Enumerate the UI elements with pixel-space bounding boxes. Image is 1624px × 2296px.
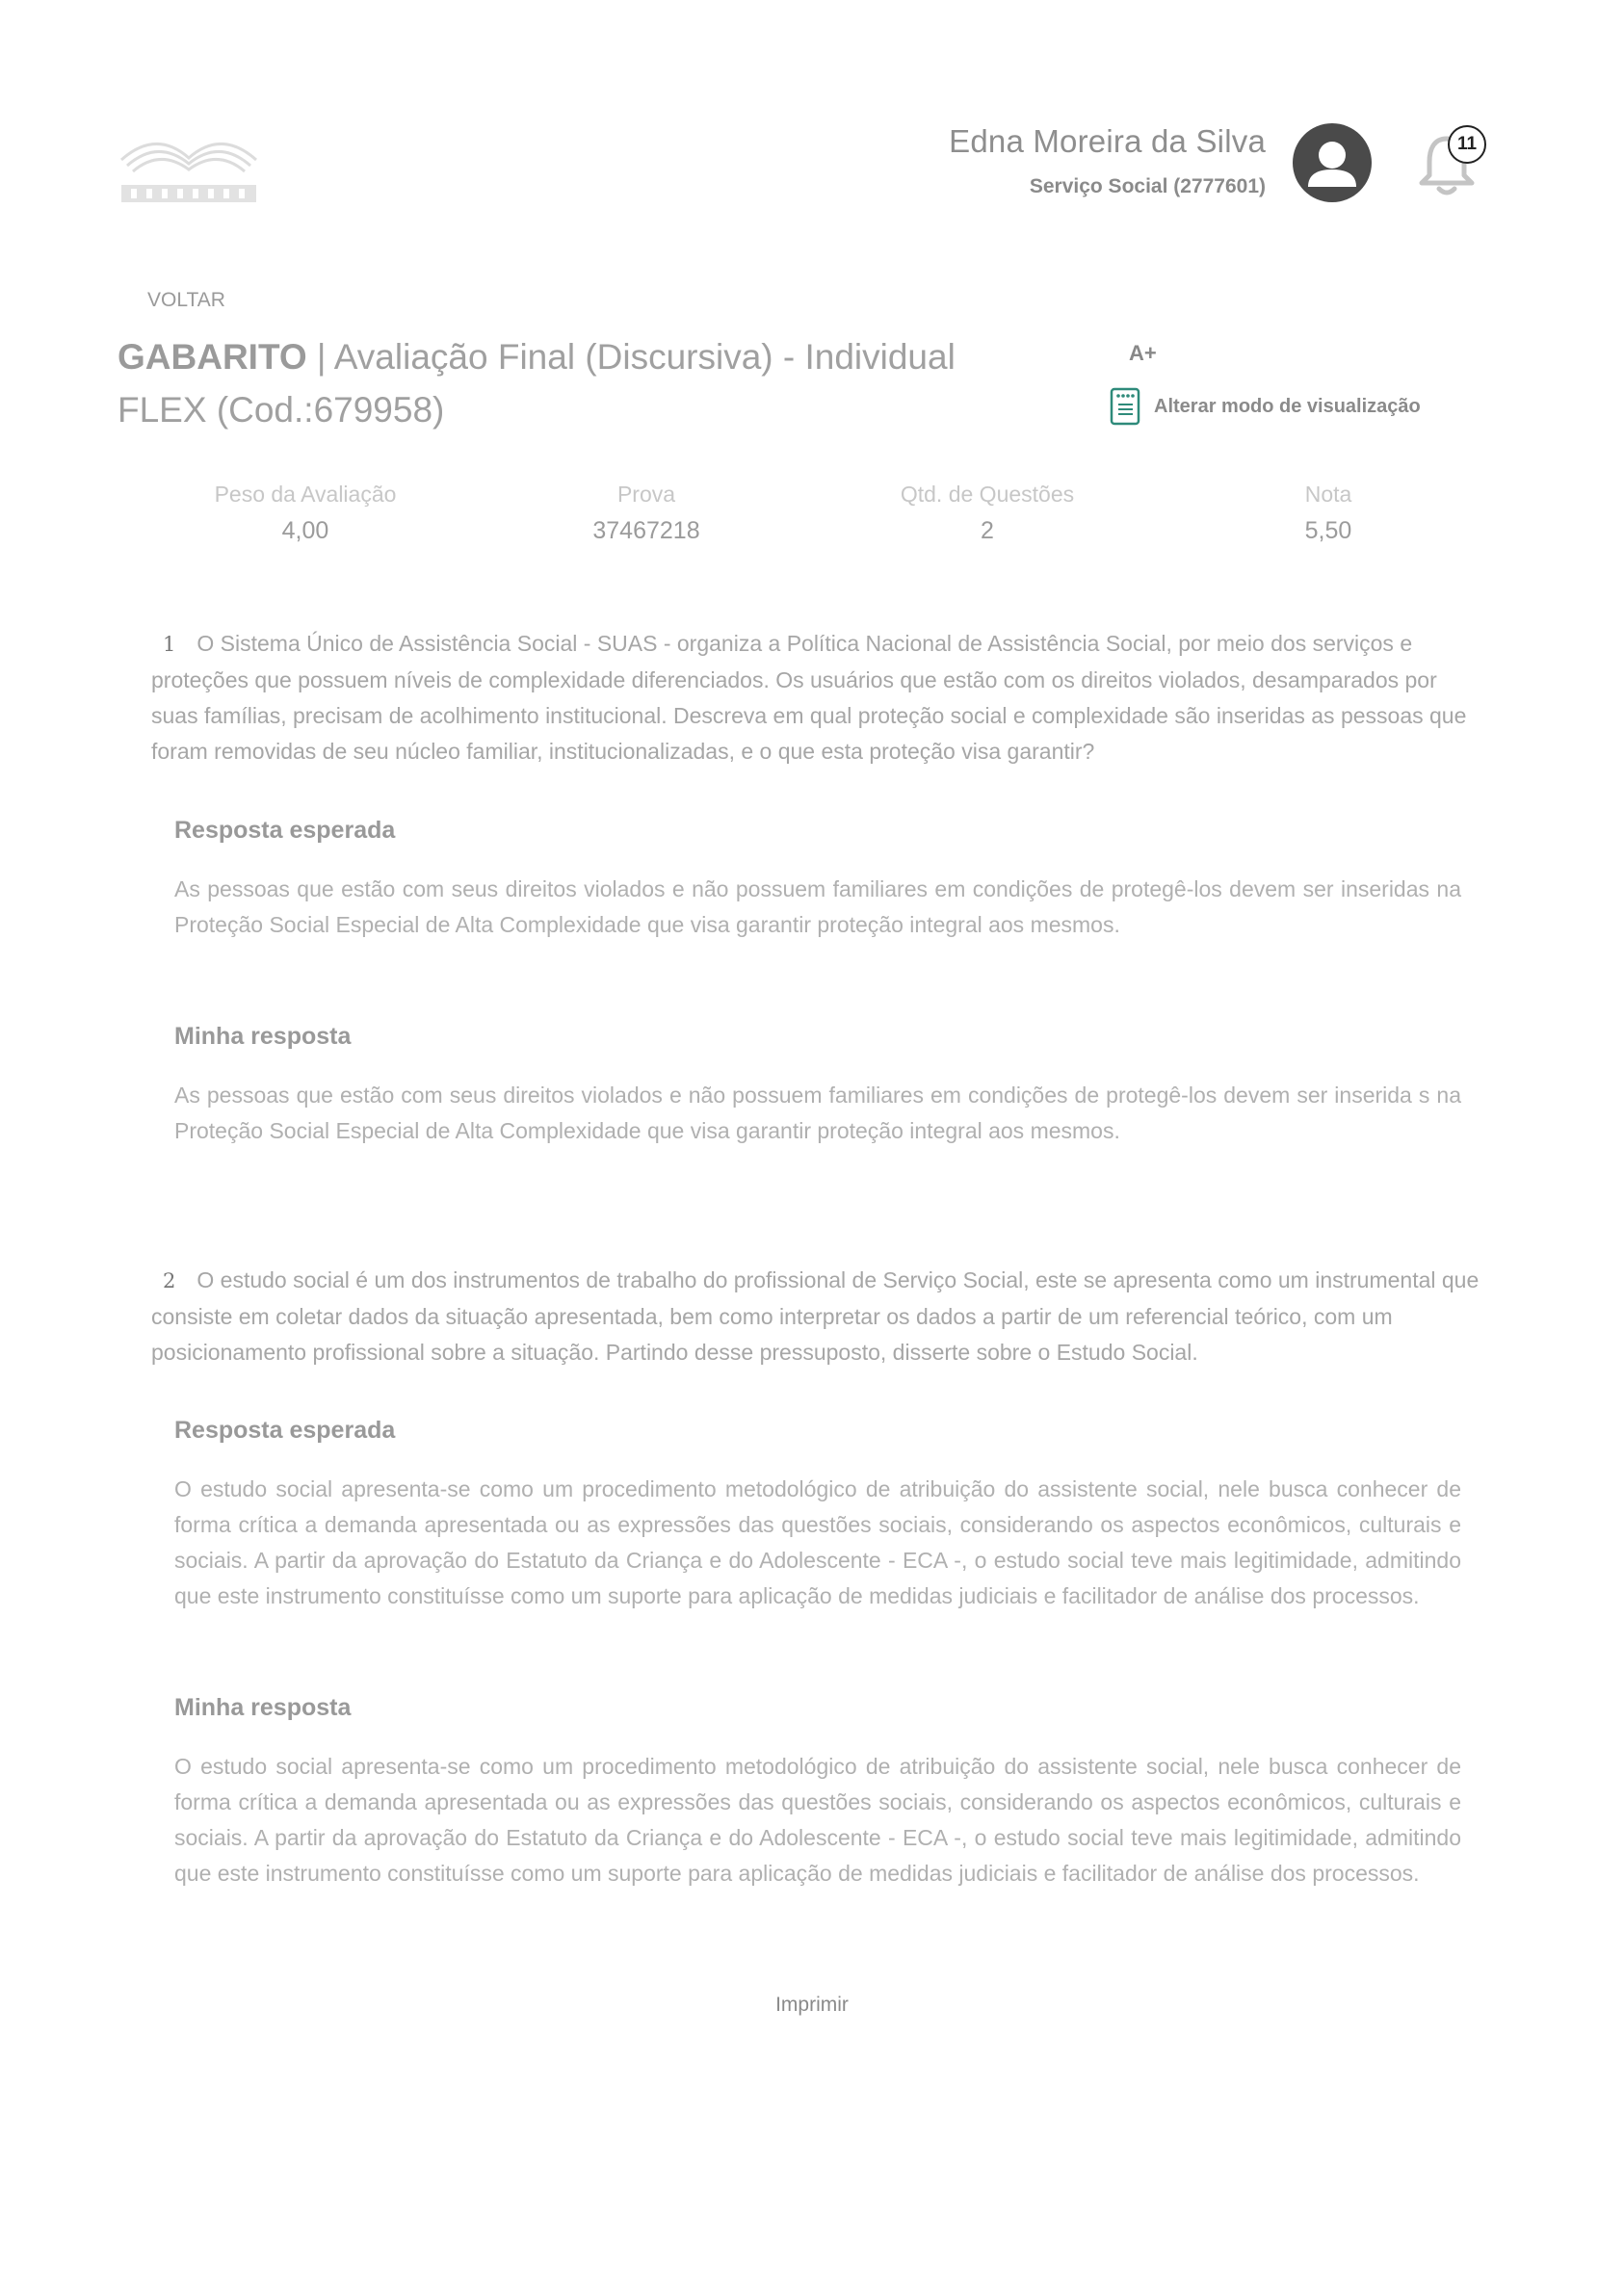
stat-label: Qtd. de Questões [900,482,1075,507]
my-answer-title: Minha resposta [174,1694,352,1721]
stat-value: 4,00 [281,517,329,544]
stat-label: Nota [1304,482,1352,507]
stat-label: Peso da Avaliação [214,482,397,507]
expected-answer-title: Resposta esperada [174,817,396,844]
institution-logo [118,121,260,208]
my-answer-title: Minha resposta [174,1023,352,1050]
user-info [949,123,1266,198]
my-answer: As pessoas que estão com seus direitos violados e não possuem familiares em condições de protegê-los devem ser inserida s na Proteção Social Especial de Alta Complexidade que visa garantir proteção integral aos mesmos. [174,1083,1461,1143]
stat-question-count [843,482,1132,545]
title-prefix: GABARITO [118,337,307,377]
print-footer [0,1994,1624,2017]
document-icon [1110,387,1140,426]
question-2 [151,1263,1480,1370]
expected-answer-title: Resposta esperada [174,1417,396,1444]
question-1 [151,626,1480,770]
question-text: O estudo social é um dos instrumentos de trabalho do profissional de Serviço Social, este se apresenta como um instrumental que consiste em coletar dados da situação apresentada, bem como interpretar os dados a partir de um referencial teórico, com um posicionamento profissional sobre a situação. Partindo desse pressuposto, disserte sobre o Estudo Social. [151,1267,1480,1365]
user-course: Serviço Social (2777601) [1029,175,1266,197]
page-title [118,330,984,436]
increase-font-button[interactable]: A+ [1129,341,1157,365]
stat-label: Prova [616,482,676,507]
stat-value: 37467218 [592,517,700,544]
title-separator: | [306,337,334,377]
view-mode-button[interactable] [1110,387,1421,426]
stat-exam [502,482,791,545]
avatar[interactable] [1293,123,1372,202]
back-link[interactable]: VOLTAR [147,289,225,311]
title-text: Avaliação Final (Discursiva) - Individual FLEX (Cod.:679958) [118,337,956,430]
stat-grade [1184,482,1473,545]
view-mode-label: Alterar modo de visualização [1154,395,1421,417]
stat-value: 2 [981,517,994,544]
expected-answer: As pessoas que estão com seus direitos violados e não possuem familiares em condições de protegê-los devem ser inseridas na Proteção Social Especial de Alta Complexidade que visa garantir proteção integral aos mesmos. [174,876,1461,937]
print-button[interactable]: Imprimir [775,1994,849,2016]
question-number: 1 [163,633,176,656]
stat-value: 5,50 [1304,517,1352,544]
question-number: 2 [163,1269,176,1292]
notification-badge: 11 [1448,125,1486,164]
expected-answer: O estudo social apresenta-se como um procedimento metodológico de atribuição do assistente social, nele busca conhecer de forma crítica a demanda apresentada ou as expressões das questões sociais, considerando os aspectos econômicos, culturais e sociais. A partir da aprovação do Estatuto da Criança e do Adolescente - ECA -, o estudo social teve mais legitimidade, admitindo que este instrumento constituísse como um suporte para aplicação de medidas judiciais e facilitador de análise dos processos. [174,1476,1461,1608]
stat-weight [161,482,450,545]
question-text: O Sistema Único de Assistência Social - SUAS - organiza a Política Nacional de Assistência Social, por meio dos serviços e proteções que possuem níveis de complexidade diferenciados. Os usuários que estão com os direitos violados, desamparados por suas famílias, precisam de acolhimento institucional. Descreva em qual proteção social e complexidade são inseridas as pessoas que foram removidas de seu núcleo familiar, institucionalizadas, e o que esta proteção visa garantir? [151,631,1467,764]
user-name: Edna Moreira da Silva [949,123,1266,159]
user-icon [1293,123,1372,202]
my-answer: O estudo social apresenta-se como um procedimento metodológico de atribuição do assistente social, nele busca conhecer de forma crítica a demanda apresentada ou as expressões das questões sociais, considerando os aspectos econômicos, culturais e sociais. A partir da aprovação do Estatuto da Criança e do Adolescente - ECA -, o estudo social teve mais legitimidade, admitindo que este instrumento constituísse como um suporte para aplicação de medidas judiciais e facilitador de análise dos processos. [174,1754,1461,1886]
